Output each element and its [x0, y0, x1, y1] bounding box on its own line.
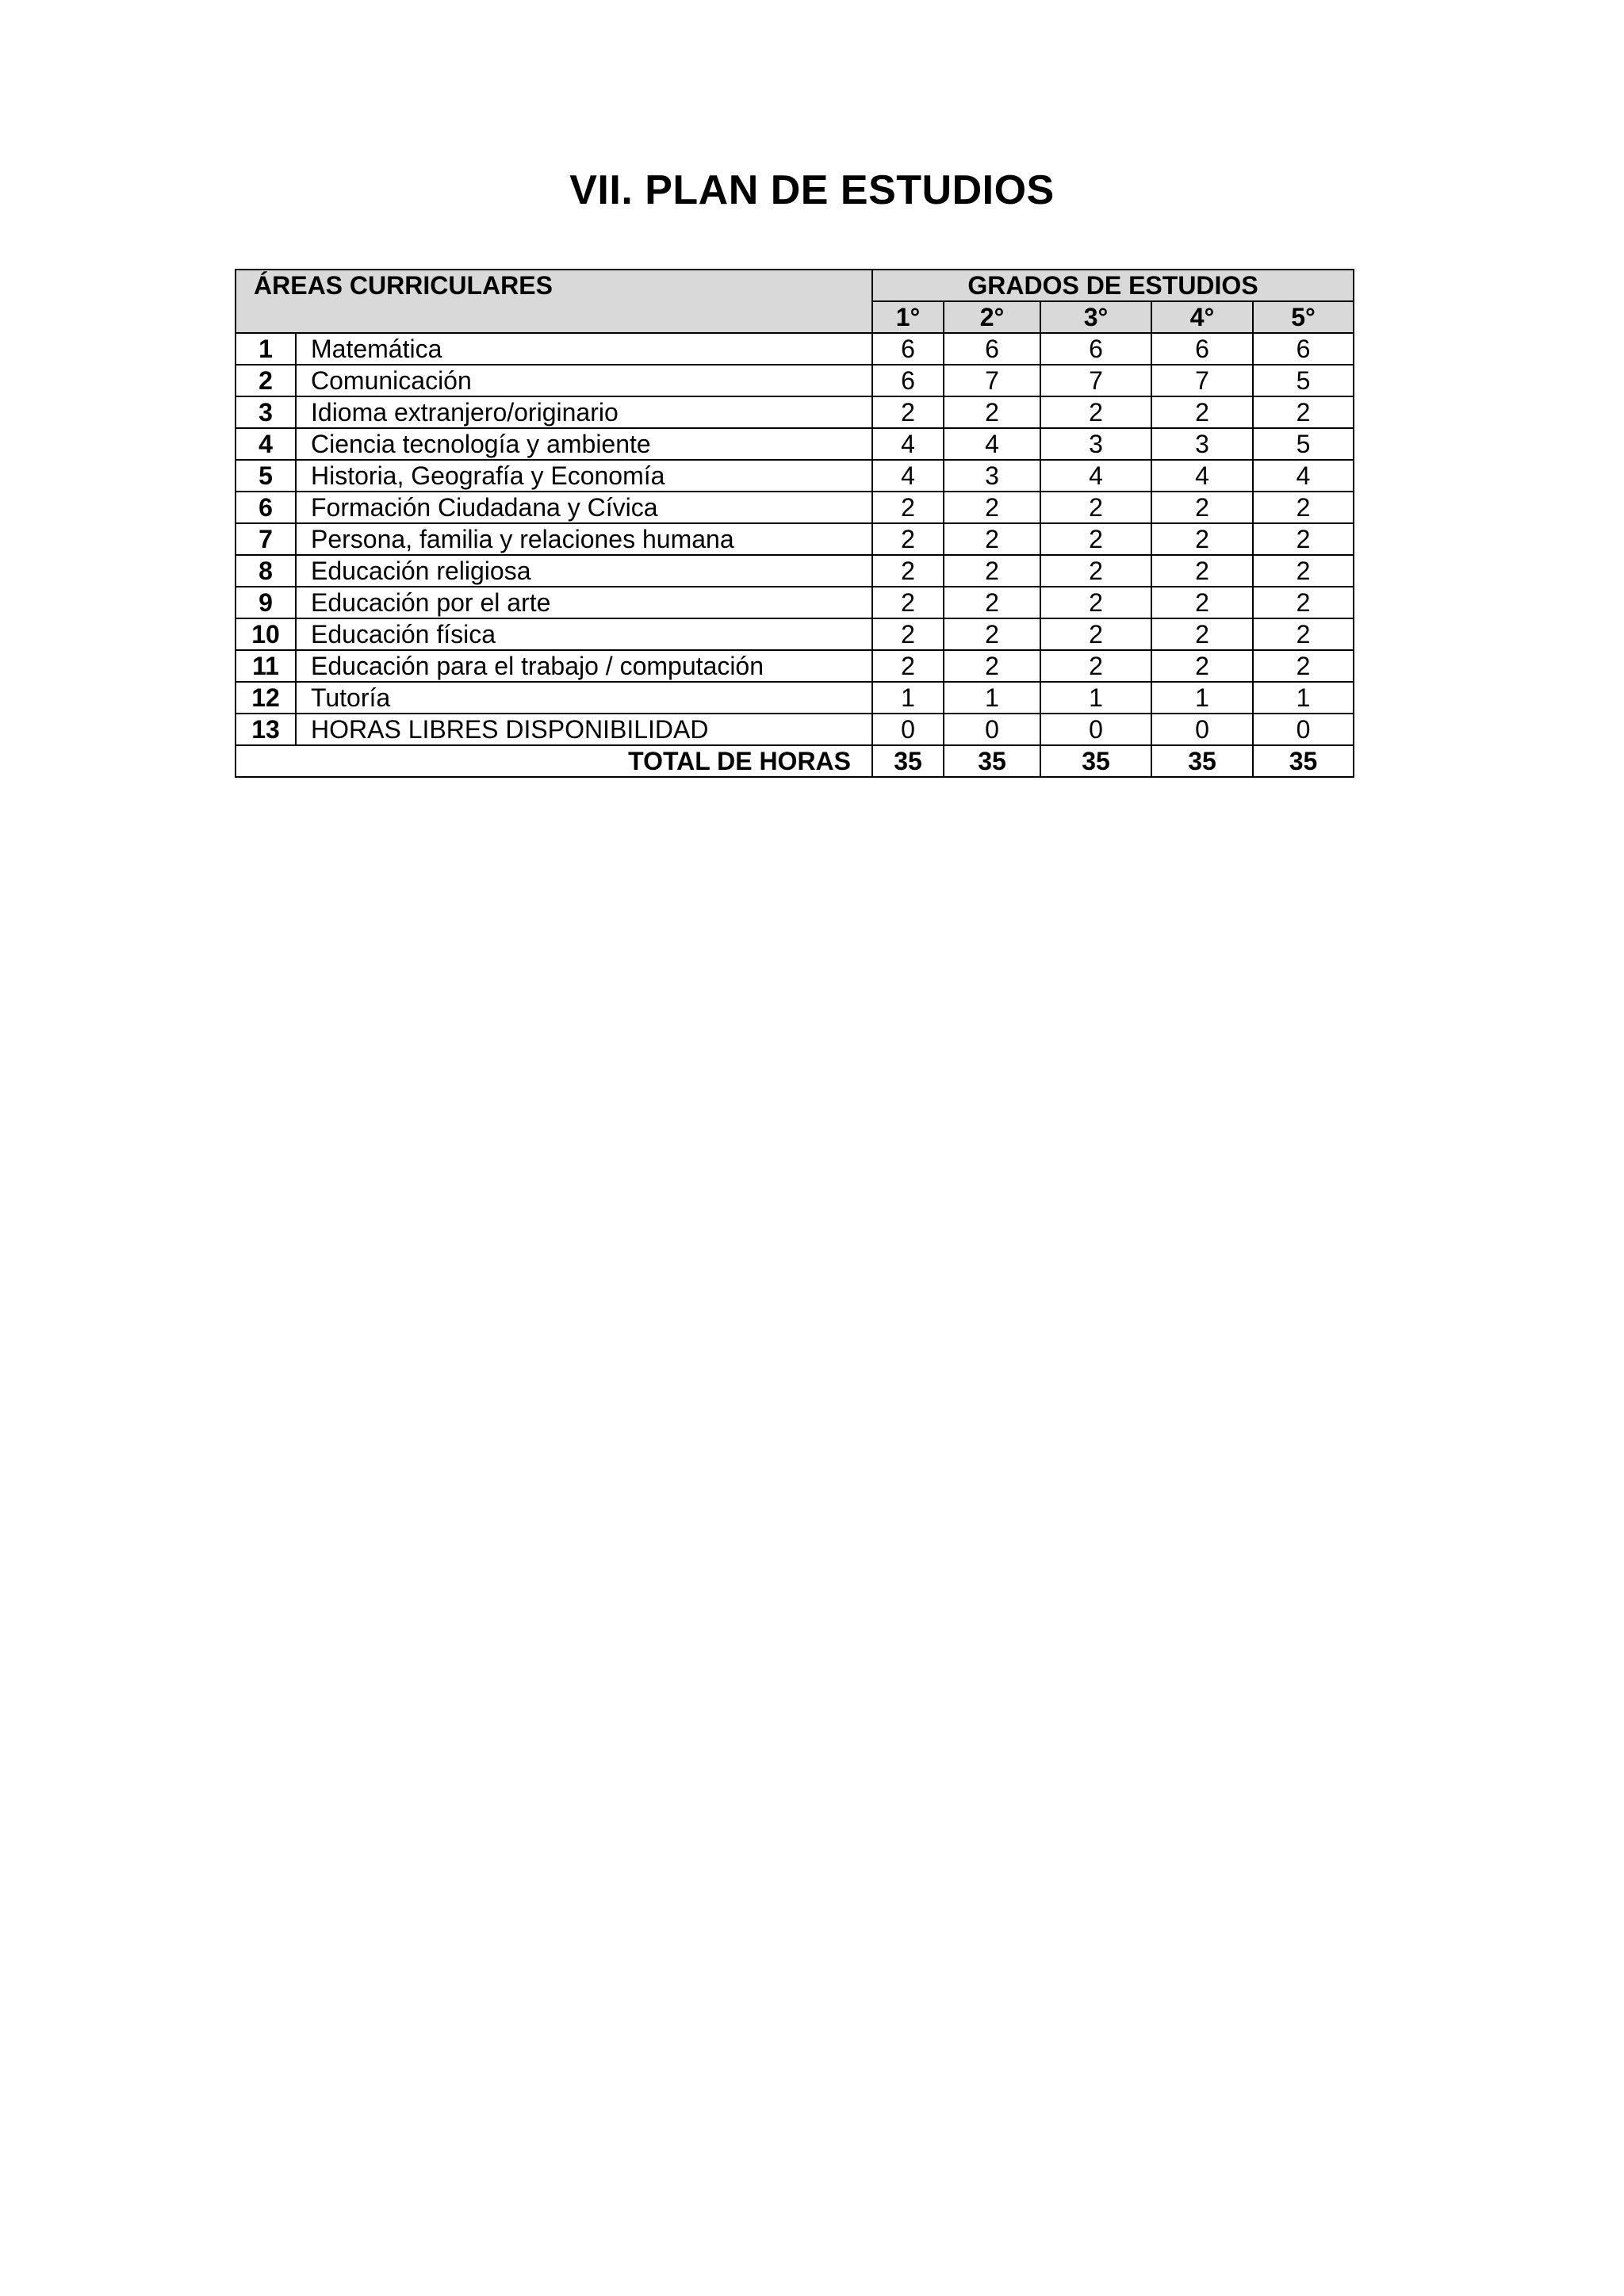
hours-cell: 2: [1151, 523, 1253, 555]
row-number: 10: [236, 618, 296, 650]
hours-cell: 4: [1151, 460, 1253, 492]
header-row-top: [236, 270, 1354, 301]
page-title: VII. PLAN DE ESTUDIOS: [569, 167, 1055, 213]
area-name: Tutoría: [296, 682, 872, 714]
grades-header: GRADOS DE ESTUDIOS: [872, 270, 1354, 301]
row-number: 2: [236, 365, 296, 396]
hours-cell: 2: [944, 492, 1040, 523]
row-number: 8: [236, 555, 296, 587]
row-number: 1: [236, 333, 296, 365]
row-number: 4: [236, 428, 296, 460]
hours-cell: 2: [872, 492, 944, 523]
row-number: 13: [236, 714, 296, 745]
area-name: Comunicación: [296, 365, 872, 396]
area-name: Persona, familia y relaciones humana: [296, 523, 872, 555]
hours-cell: 2: [1253, 492, 1354, 523]
area-name: Historia, Geografía y Economía: [296, 460, 872, 492]
hours-cell: 4: [1253, 460, 1354, 492]
hours-cell: 2: [872, 396, 944, 428]
total-value: 35: [1253, 745, 1354, 777]
total-value: 35: [1151, 745, 1253, 777]
study-plan-table: [235, 269, 1354, 778]
hours-cell: 2: [944, 396, 1040, 428]
row-number: 3: [236, 396, 296, 428]
hours-cell: 6: [1151, 333, 1253, 365]
hours-cell: 6: [872, 333, 944, 365]
area-name: Ciencia tecnología y ambiente: [296, 428, 872, 460]
table-row: [236, 428, 1354, 460]
hours-cell: 4: [1040, 460, 1151, 492]
table-row: [236, 714, 1354, 745]
hours-cell: 7: [944, 365, 1040, 396]
hours-cell: 6: [1253, 333, 1354, 365]
hours-cell: 7: [1040, 365, 1151, 396]
table-row: [236, 396, 1354, 428]
hours-cell: 1: [1151, 682, 1253, 714]
hours-cell: 2: [872, 618, 944, 650]
hours-cell: 5: [1253, 365, 1354, 396]
hours-cell: 2: [1040, 396, 1151, 428]
hours-cell: 0: [872, 714, 944, 745]
hours-cell: 2: [944, 523, 1040, 555]
table-row: [236, 333, 1354, 365]
hours-cell: 0: [1040, 714, 1151, 745]
table-row: [236, 523, 1354, 555]
hours-cell: 2: [1040, 555, 1151, 587]
area-name: Educación para el trabajo / computación: [296, 650, 872, 682]
table-row: [236, 587, 1354, 618]
hours-cell: 1: [1253, 682, 1354, 714]
hours-cell: 2: [1253, 650, 1354, 682]
table-row: [236, 555, 1354, 587]
hours-cell: 4: [872, 460, 944, 492]
hours-cell: 1: [944, 682, 1040, 714]
hours-cell: 1: [1040, 682, 1151, 714]
hours-cell: 2: [1040, 618, 1151, 650]
table-row: [236, 618, 1354, 650]
hours-cell: 2: [1151, 555, 1253, 587]
table-body: [236, 333, 1354, 745]
hours-cell: 2: [1253, 523, 1354, 555]
hours-cell: 2: [1151, 650, 1253, 682]
grade-header: 3°: [1040, 301, 1151, 333]
hours-cell: 2: [1151, 492, 1253, 523]
area-name: HORAS LIBRES DISPONIBILIDAD: [296, 714, 872, 745]
total-label: TOTAL DE HORAS: [236, 745, 872, 777]
table-row: [236, 365, 1354, 396]
grade-header: 4°: [1151, 301, 1253, 333]
table-row: [236, 460, 1354, 492]
grade-header: 5°: [1253, 301, 1354, 333]
table-row: [236, 682, 1354, 714]
hours-cell: 0: [1151, 714, 1253, 745]
hours-cell: 2: [944, 618, 1040, 650]
area-name: Educación física: [296, 618, 872, 650]
hours-cell: 2: [1253, 396, 1354, 428]
hours-cell: 2: [1040, 650, 1151, 682]
row-number: 9: [236, 587, 296, 618]
hours-cell: 4: [872, 428, 944, 460]
hours-cell: 1: [872, 682, 944, 714]
hours-cell: 2: [1253, 587, 1354, 618]
row-number: 6: [236, 492, 296, 523]
hours-cell: 2: [944, 555, 1040, 587]
hours-cell: 2: [872, 523, 944, 555]
hours-cell: 6: [872, 365, 944, 396]
row-number: 7: [236, 523, 296, 555]
hours-cell: 0: [944, 714, 1040, 745]
grade-header: 1°: [872, 301, 944, 333]
hours-cell: 3: [1040, 428, 1151, 460]
row-number: 11: [236, 650, 296, 682]
hours-cell: 2: [1040, 587, 1151, 618]
hours-cell: 2: [944, 650, 1040, 682]
hours-cell: 2: [872, 650, 944, 682]
hours-cell: 2: [872, 587, 944, 618]
hours-cell: 5: [1253, 428, 1354, 460]
hours-cell: 2: [1040, 523, 1151, 555]
hours-cell: 6: [944, 333, 1040, 365]
area-name: Educación religiosa: [296, 555, 872, 587]
hours-cell: 7: [1151, 365, 1253, 396]
row-number: 12: [236, 682, 296, 714]
total-row: [236, 745, 1354, 777]
hours-cell: 2: [872, 555, 944, 587]
total-value: 35: [944, 745, 1040, 777]
hours-cell: 2: [1040, 492, 1151, 523]
hours-cell: 6: [1040, 333, 1151, 365]
hours-cell: 2: [944, 587, 1040, 618]
hours-cell: 2: [1253, 618, 1354, 650]
area-name: Idioma extranjero/originario: [296, 396, 872, 428]
hours-cell: 0: [1253, 714, 1354, 745]
total-value: 35: [1040, 745, 1151, 777]
area-name: Formación Ciudadana y Cívica: [296, 492, 872, 523]
hours-cell: 2: [1253, 555, 1354, 587]
total-value: 35: [872, 745, 944, 777]
table-row: [236, 650, 1354, 682]
areas-header: ÁREAS CURRICULARES: [236, 270, 872, 333]
row-number: 5: [236, 460, 296, 492]
hours-cell: 4: [944, 428, 1040, 460]
area-name: Matemática: [296, 333, 872, 365]
hours-cell: 3: [1151, 428, 1253, 460]
area-name: Educación por el arte: [296, 587, 872, 618]
hours-cell: 2: [1151, 587, 1253, 618]
table-row: [236, 492, 1354, 523]
grade-header: 2°: [944, 301, 1040, 333]
hours-cell: 3: [944, 460, 1040, 492]
hours-cell: 2: [1151, 396, 1253, 428]
hours-cell: 2: [1151, 618, 1253, 650]
